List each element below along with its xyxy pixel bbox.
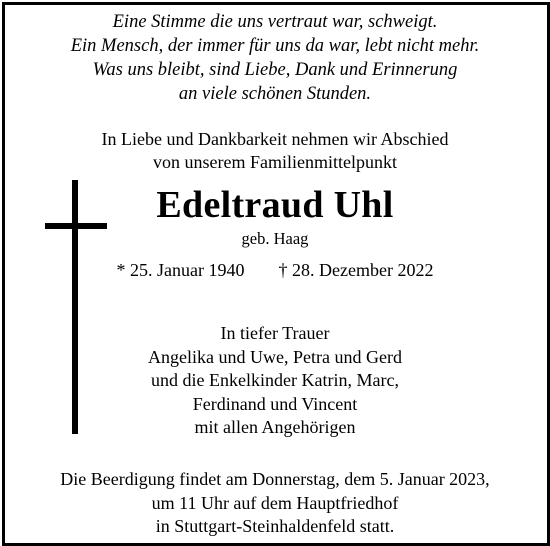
funeral-line: in Stuttgart-Steinhaldenfeld statt. (155, 516, 395, 536)
mourners-list (0, 322, 550, 440)
mourner-line: In tiefer Trauer (220, 323, 330, 343)
birth-date: * 25. Januar 1940 (116, 260, 245, 280)
mourner-line: Angelika und Uwe, Petra und Gerd (148, 346, 402, 367)
poem-line: Ein Mensch, der immer für uns da war, lebt nicht mehr. (70, 36, 480, 56)
intro-line: von unserem Familienmittelpunkt (153, 152, 397, 172)
poem-line: Was uns bleibt, sind Liebe, Dank und Erinnerung (92, 60, 458, 80)
farewell-intro (0, 128, 550, 174)
mourner-line: Ferdinand und Vincent (192, 393, 358, 414)
maiden-name: geb. Haag (241, 229, 309, 248)
memorial-poem (0, 10, 550, 106)
poem-line: Eine Stimme die uns vertraut war, schweigt. (112, 12, 438, 32)
mourner-line: mit allen Angehörigen (194, 417, 356, 437)
funeral-notice (0, 468, 550, 539)
life-dates (0, 259, 550, 281)
mourner-line: und die Enkelkinder Katrin, Marc, (151, 370, 399, 390)
death-date: † 28. Dezember 2022 (278, 260, 434, 280)
poem-line: an viele schönen Stunden. (178, 84, 372, 104)
intro-line: In Liebe und Dankbarkeit nehmen wir Abschied (101, 129, 449, 149)
funeral-line: um 11 Uhr auf dem Hauptfriedhof (151, 492, 399, 513)
deceased-name: Edeltraud Uhl (156, 184, 394, 226)
funeral-line: Die Beerdigung findet am Donnerstag, dem 5. Januar 2023, (60, 469, 490, 489)
